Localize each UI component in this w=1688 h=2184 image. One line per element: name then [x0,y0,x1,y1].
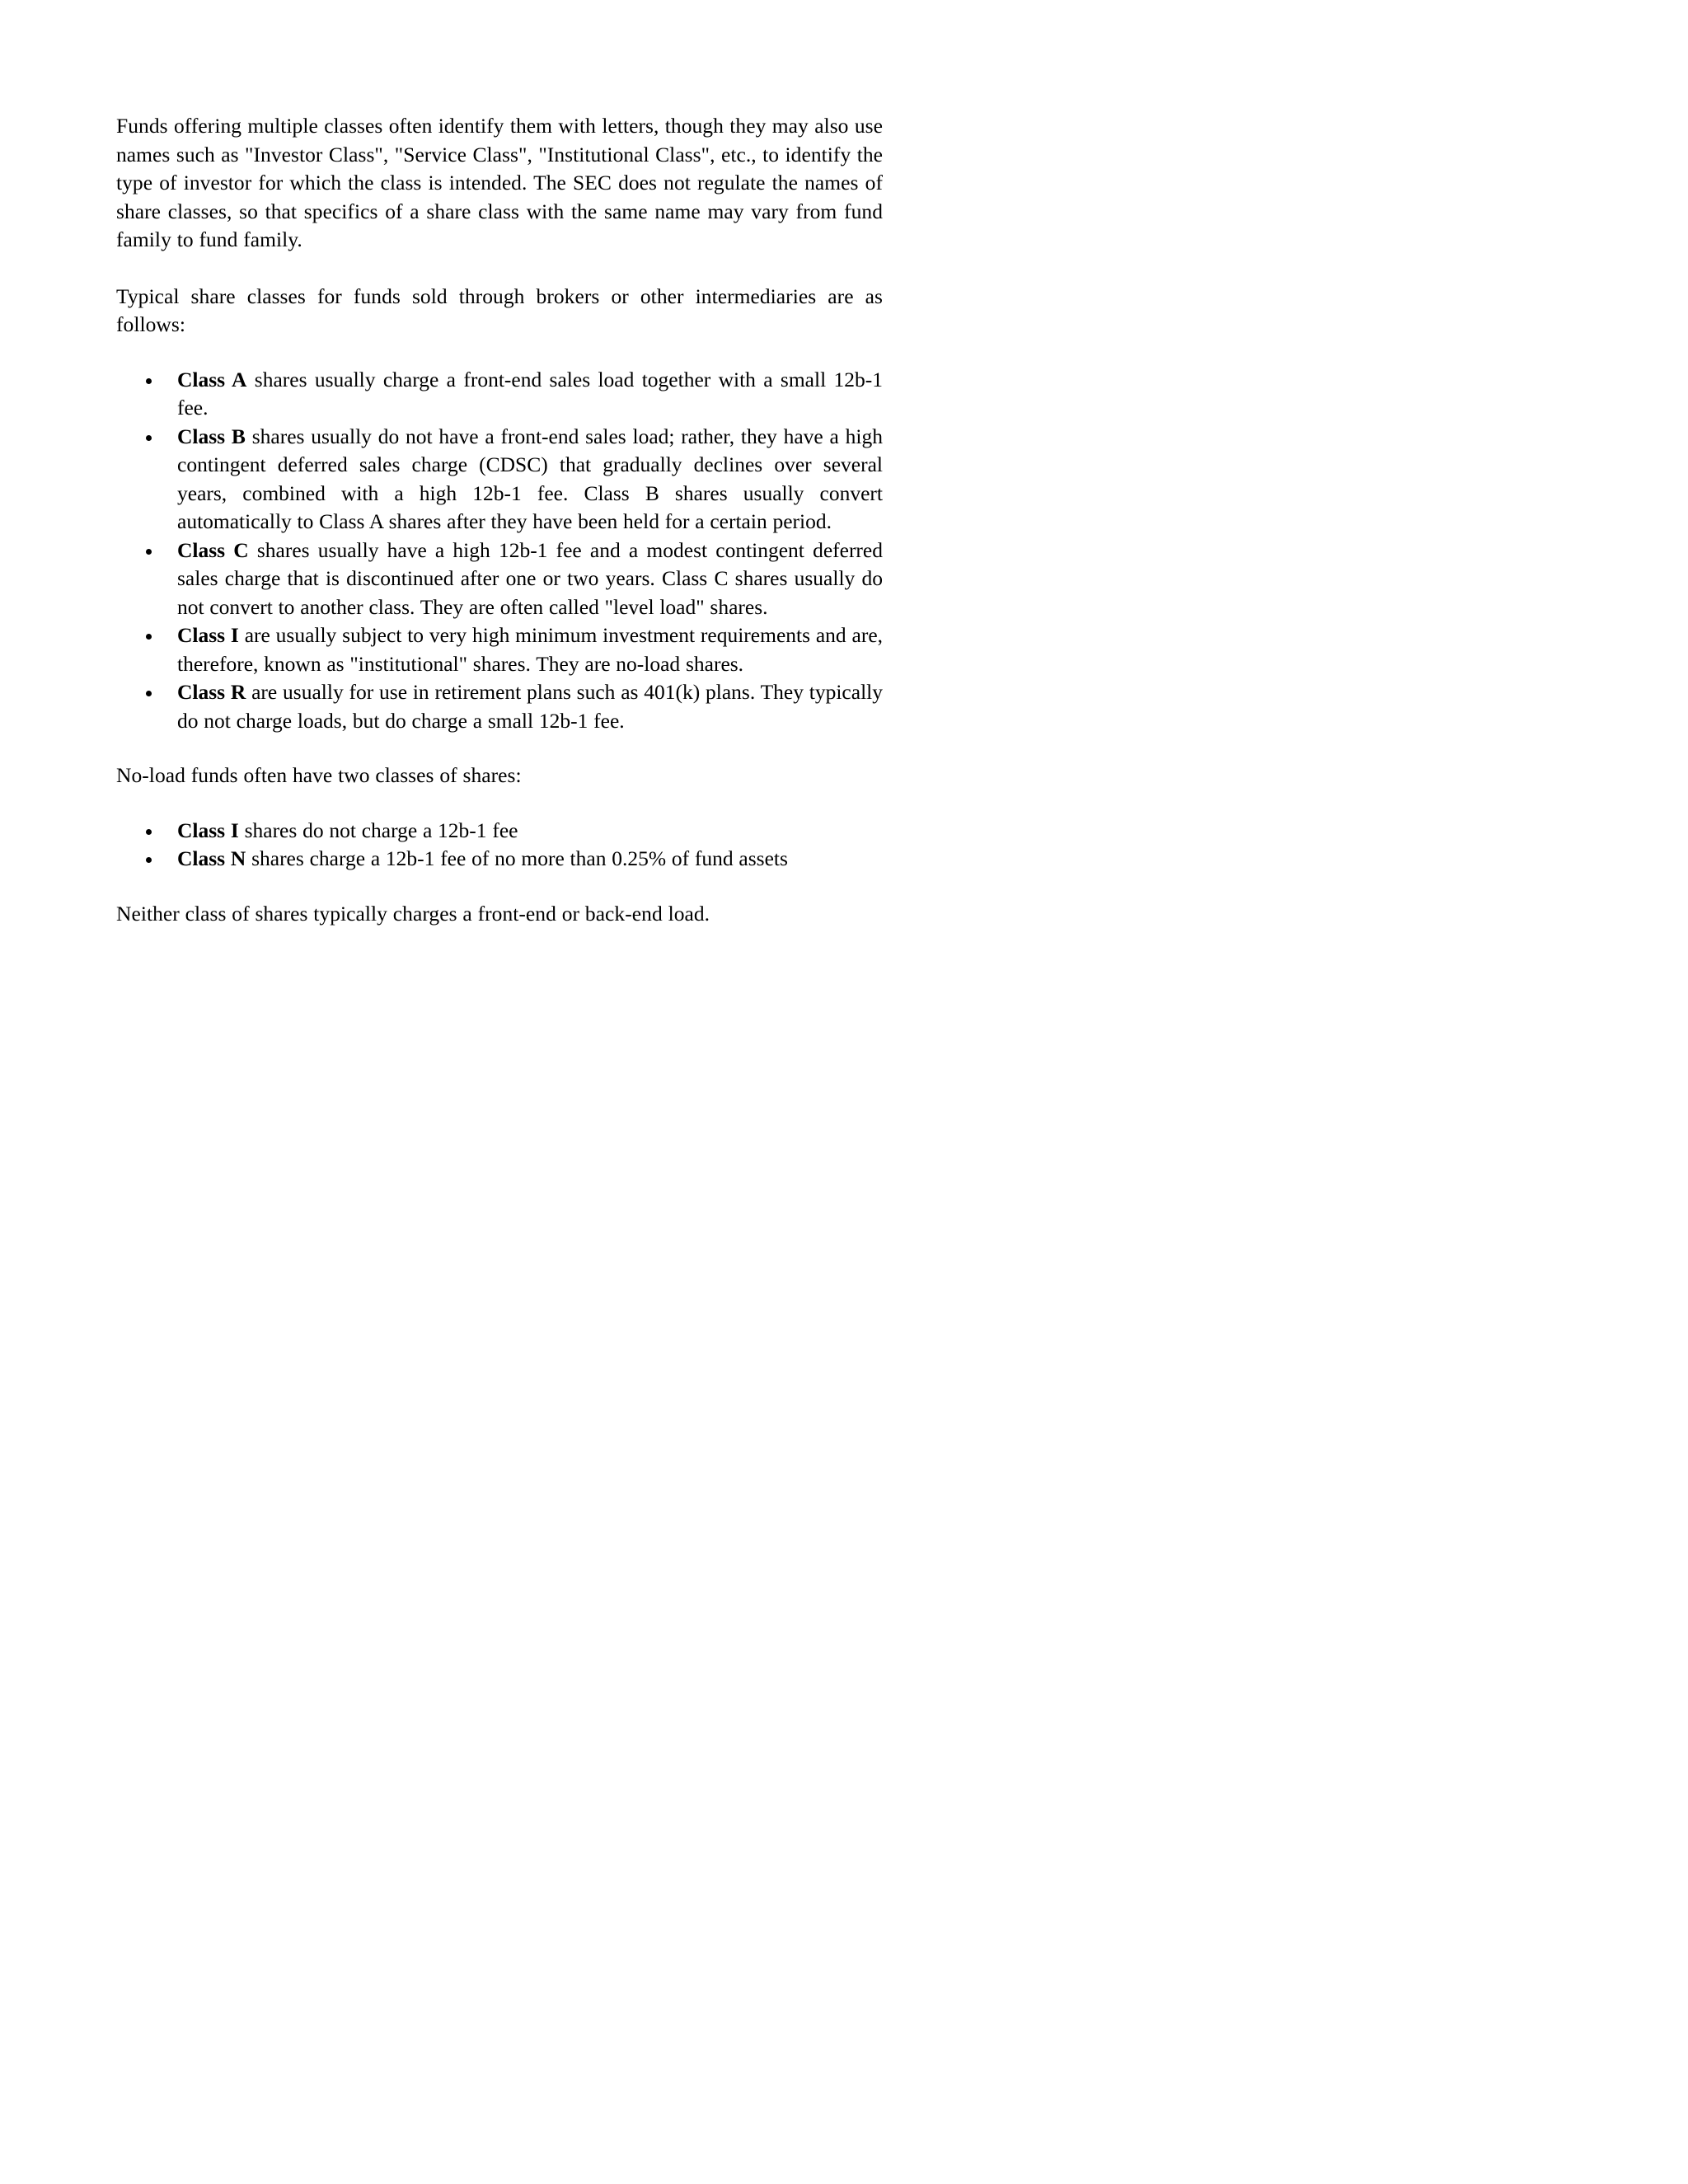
share-class-description: are usually for use in retirement plans such as 401(k) plans. They typically do not charge loads, but do charge a small 12b-1 fee. [177,680,883,733]
bullet-dot-icon [146,857,152,863]
share-class-description: shares usually have a high 12b-1 fee and a modest contingent deferred sales charge that is discontinued after one or two years. Class C shares usually do not convert to another class. They are often called "level load" shares. [177,537,883,619]
paragraph-intro: Funds offering multiple classes often identify them with letters, though they may also use names such as "Investor Class", "Service Class", "Institutional Class", etc., to identify the type of investor for which the class is intended. The SEC does not regulate the names of share classes, so that specifics of a share class with the same name may vary from fund family to fund family. [116,114,883,251]
share-class-description: shares do not charge a 12b-1 fee [238,818,518,842]
list-item [116,621,883,678]
list-item [116,537,883,622]
bullet-dot-icon [146,549,152,555]
share-class-description: are usually subject to very high minimum investment requirements and are, therefore, known as "institutional" shares. They are no-load shares. [177,623,884,676]
list-spacer-top [116,340,883,366]
document-body [116,112,883,928]
list-spacer-bottom [116,735,883,762]
bullet-dot-icon [146,691,152,696]
noload-share-class-list [116,817,883,874]
noload-list-spacer-bottom [116,874,883,900]
broker-share-class-list [116,366,883,736]
paragraph-spacer [116,255,883,283]
share-class-description: shares charge a 12b-1 fee of no more than 0.25% of fund assets [246,846,788,870]
share-class-description: shares usually charge a front-end sales load together with a small 12b-1 fee. [177,367,883,419]
list-item [116,423,883,537]
share-class-label: Class I [177,623,239,647]
list-item [116,678,883,735]
noload-list-spacer-top [116,790,883,817]
list-item [116,366,883,423]
bullet-dot-icon [146,435,152,441]
share-class-label: Class A [177,367,247,391]
bullet-dot-icon [146,378,152,384]
share-class-label: Class C [177,537,249,562]
share-class-label: Class N [177,846,246,870]
share-class-description: shares usually do not have a front-end sales load; rather, they have a high contingent deferred sales charge (CDSC) that gradually declines over several years, combined with a high 12b-1 fee. Class B shares usually convert automatically to Class A shares after they have been held for a certain period. [177,424,883,533]
document-page [0,0,997,1291]
paragraph-conclusion: Neither class of shares typically charges a front-end or back-end load. [116,901,710,926]
share-class-label: Class R [177,680,246,704]
paragraph-typical-share-classes: Typical share classes for funds sold through brokers or other intermediaries are as follows: [116,284,883,336]
bullet-dot-icon [146,829,152,835]
list-item [116,845,883,874]
paragraph-no-load-funds: No-load funds often have two classes of shares: [116,763,522,787]
share-class-label: Class I [177,818,239,842]
list-item [116,817,883,846]
bullet-dot-icon [146,634,152,640]
share-class-label: Class B [177,424,246,448]
